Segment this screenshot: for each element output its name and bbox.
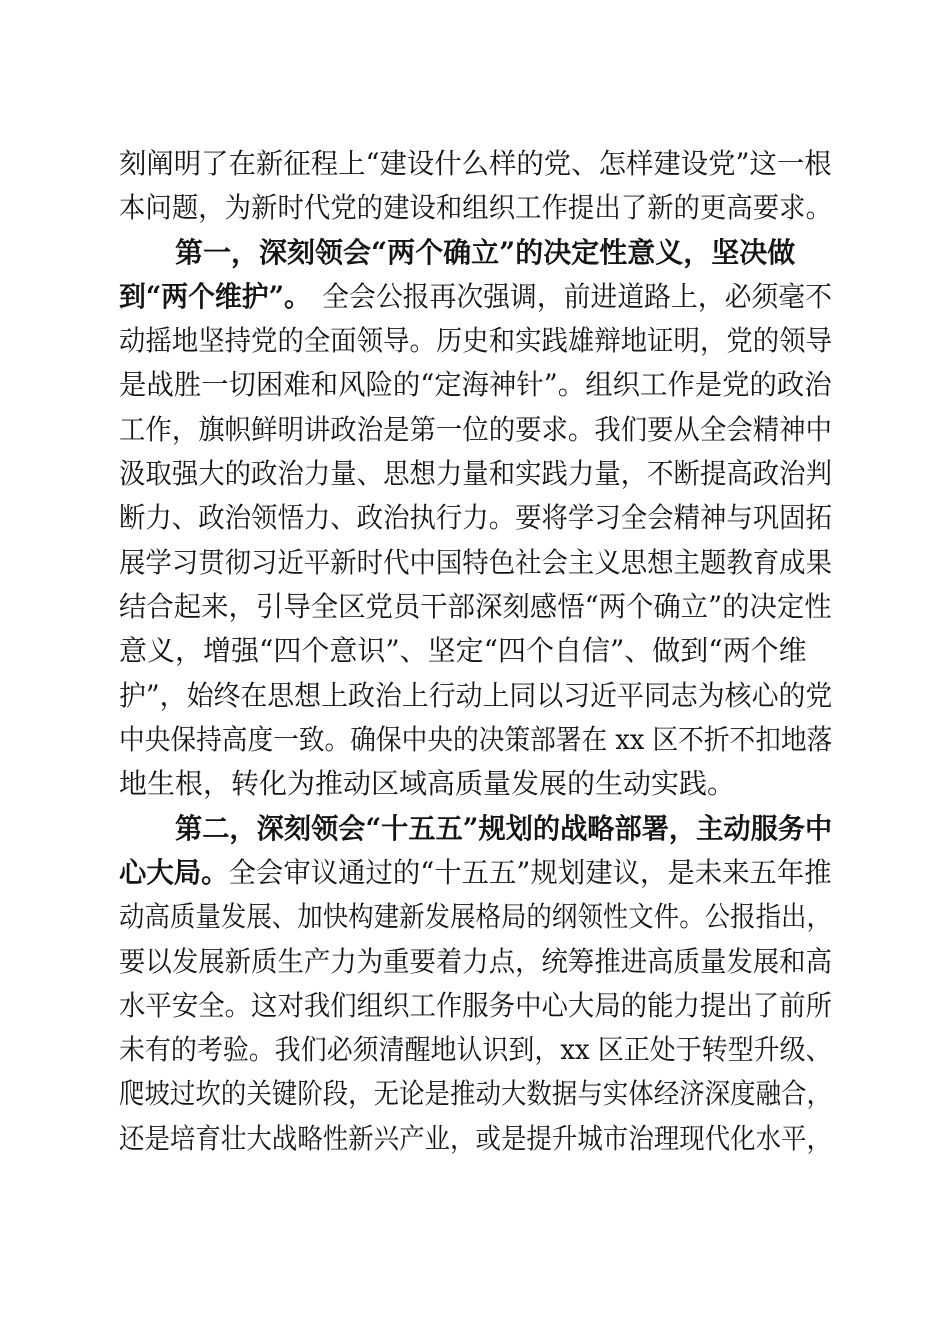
text-line — [3, 142, 932, 186]
text-line — [0, 629, 950, 673]
text-line — [7, 940, 903, 984]
section-heading-text: 第二，深刻领会“十五五”规划的战略部署，主动服务中 — [175, 812, 833, 845]
line-text: 未有的考验。我们必须清醒地认识到，xx 区正处于转型升级、 — [119, 1033, 832, 1066]
line-text: 要以发展新质生产力为重要着力点，统筹推进高质量发展和高 — [119, 945, 832, 978]
line-text: 展学习贯彻习近平新时代中国特色社会主义思想主题教育成果 — [119, 546, 832, 579]
line-text: 是战胜一切困难和风险的“定海神针”。组织工作是党的政治 — [119, 368, 832, 401]
line-text: 断力、政治领悟力、政治执行力。要将学习全会精神与巩固拓 — [119, 501, 832, 534]
line-text: 全会审议通过的“十五五”规划建议，是未来五年推 — [228, 856, 832, 889]
line-text: 动高质量发展、加快构建新发展格局的纲领性文件。公报指出， — [119, 900, 832, 933]
line-text: 本问题，为新时代党的建设和组织工作提出了新的更高要求。 — [119, 191, 832, 224]
text-line — [5, 275, 915, 319]
line-text: 护”，始终在思想上政治上行动上同以习近平同志为核心的党 — [119, 679, 833, 712]
line-text: 汲取强大的政治力量、思想力量和实践力量，不断提高政治判 — [119, 457, 832, 490]
section-heading-text: 到“两个维护”。 — [119, 280, 311, 313]
text-line — [10, 718, 882, 762]
text-line — [9, 1028, 890, 1072]
line-text: 意义，增强“四个意识”、坚定“四个自信”、做到“两个维 — [119, 634, 807, 667]
section-heading-text: 第一，深刻领会“两个确立”的决定性意义，坚决做 — [175, 236, 796, 269]
line-text: 地生根，转化为推动区域高质量发展的生动实践。 — [119, 767, 736, 800]
text-line — [11, 895, 875, 939]
section-heading-line — [5, 807, 928, 851]
text-line — [7, 186, 903, 230]
line-text: 工作，旗帜鲜明讲政治是第一位的要求。我们要从全会精神中 — [119, 413, 832, 446]
line-text: 还是培育壮大战略性新兴产业，或是提升城市治理现代化水平， — [119, 1122, 832, 1155]
text-line — [7, 541, 903, 585]
text-line — [0, 762, 950, 806]
line-text: 水平安全。这对我们组织工作服务中心大局的能力提出了前所 — [119, 989, 832, 1022]
line-text: 全会公报再次强调，前进道路上，必须毫不 — [322, 280, 832, 313]
text-line — [11, 1072, 875, 1116]
line-text: 结合起来，引导全区党员干部深刻感悟“两个确立”的决定性 — [119, 590, 832, 623]
text-line — [7, 319, 903, 363]
section-heading-text: 心大局。 — [119, 856, 229, 889]
text-line — [7, 496, 903, 540]
text-line — [3, 363, 932, 407]
line-text: 刻阐明了在新征程上“建设什么样的党、怎样建设党”这一根 — [119, 147, 832, 180]
text-line — [11, 1117, 875, 1161]
text-line — [7, 408, 903, 452]
text-line — [3, 851, 932, 895]
line-text: 中央保持高度一致。确保中央的决策部署在 xx 区不折不扣地落 — [119, 723, 833, 756]
section-heading-line — [0, 231, 950, 275]
text-line — [3, 585, 932, 629]
text-line — [7, 984, 903, 1028]
line-text: 爬坡过坎的关键阶段，无论是推动大数据与实体经济深度融合， — [119, 1077, 832, 1110]
text-line — [5, 674, 918, 718]
text-line — [7, 452, 903, 496]
line-text: 动摇地坚持党的全面领导。历史和实践雄辩地证明，党的领导 — [119, 324, 832, 357]
